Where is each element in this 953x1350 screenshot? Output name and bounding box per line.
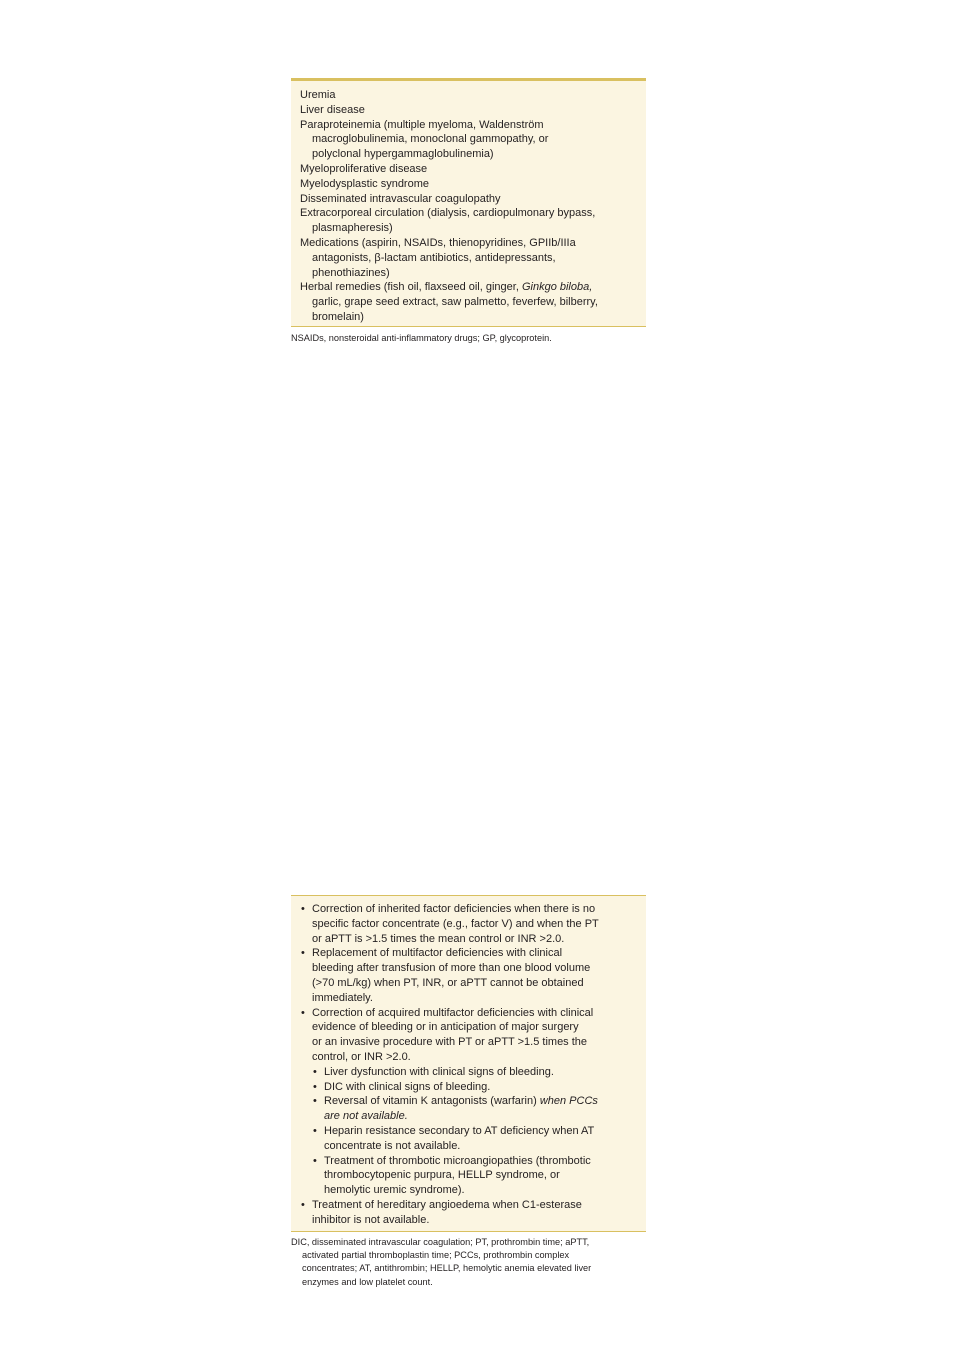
bullet: • [301,903,305,915]
sub-list-item: • Reversal of vitamin K antagonists (warfarin) when PCCs are not available. [313,1095,598,1123]
list-item: • Replacement of multifactor deficiencies with clinical bleeding after transfusion of more than one blood volume (>70 mL/kg) when PT, INR, or aPTT cannot be obtained immediately. [301,947,591,1004]
sub-list-item: • Treatment of thrombotic microangiopathies (thrombotic thrombocytopenic purpura, HELLP syndrome, or hemolytic uremic syndrome). [313,1154,591,1197]
table-footnote: DIC, disseminated intravascular coagulation; PT, prothrombin time; aPTT, activated partial thromboplastin time; PCCs, prothrombin complex concentrates; AT, antithrombin; HELLP, hemolytic anemia elevated liver enzymes and low platelet count. [291,1237,592,1287]
bullet: • [313,1154,317,1167]
table-row: Medications (aspirin, NSAIDs, thienopyridines, GPIIb/IIIa antagonists, β-lactam antibiotics, antidepressants, phenothiazines) [300,236,576,279]
table-row: Uremia [300,89,336,101]
bullet: • [301,947,305,960]
list-item: • Correction of inherited factor deficiencies when there is no specific factor concentrate (e.g., factor V) and when the PT or aPTT is >1.5 times the mean control or INR >2.0. [301,903,599,945]
bullet: • [313,1080,317,1093]
sub-list-item: • DIC with clinical signs of bleeding. [313,1080,491,1093]
table-row: Liver disease [300,103,365,116]
bullet: • [301,1006,305,1019]
plasma-indications-table [291,895,646,1232]
platelet-dysfunction-table [291,78,646,327]
table-row: Extracorporeal circulation (dialysis, cardiopulmonary bypass, plasmapheresis) [300,207,596,235]
bullet: • [313,1124,317,1137]
bullet: • [313,1095,317,1108]
italic-term: Ginkgo biloba, [521,281,593,294]
list-item: • Treatment of hereditary angioedema when C1-esterase inhibitor is not available. [301,1198,582,1226]
sub-list-item: • Liver dysfunction with clinical signs of bleeding. [313,1065,554,1078]
bullet: • [313,1065,317,1078]
table-row: Disseminated intravascular coagulopathy [300,192,501,205]
table-footnote: NSAIDs, nonsteroidal anti-inflammatory drugs; GP, glycoprotein. [291,333,552,343]
table-row: Herbal remedies (fish oil, flaxseed oil, ginger, Ginkgo biloba, garlic, grape seed extract, saw palmetto, feverfew, bilberry, bromelain) [300,281,598,323]
table-row: Paraproteinemia (multiple myeloma, Waldenström macroglobulinemia, monoclonal gammopathy, or polyclonal hypergammaglobulinemia) [300,118,549,161]
bullet: • [301,1198,305,1211]
table-row: Myeloproliferative disease [300,162,428,175]
sub-list-item: • Heparin resistance secondary to AT deficiency when AT concentrate is not available. [313,1124,595,1152]
table-row: Myelodysplastic syndrome [300,177,429,190]
list-item: • Correction of acquired multifactor deficiencies with clinical evidence of bleeding or in anticipation of major surgery or an invasive procedure with PT or aPTT >1.5 times the control, or INR >2.0. [301,1006,594,1063]
